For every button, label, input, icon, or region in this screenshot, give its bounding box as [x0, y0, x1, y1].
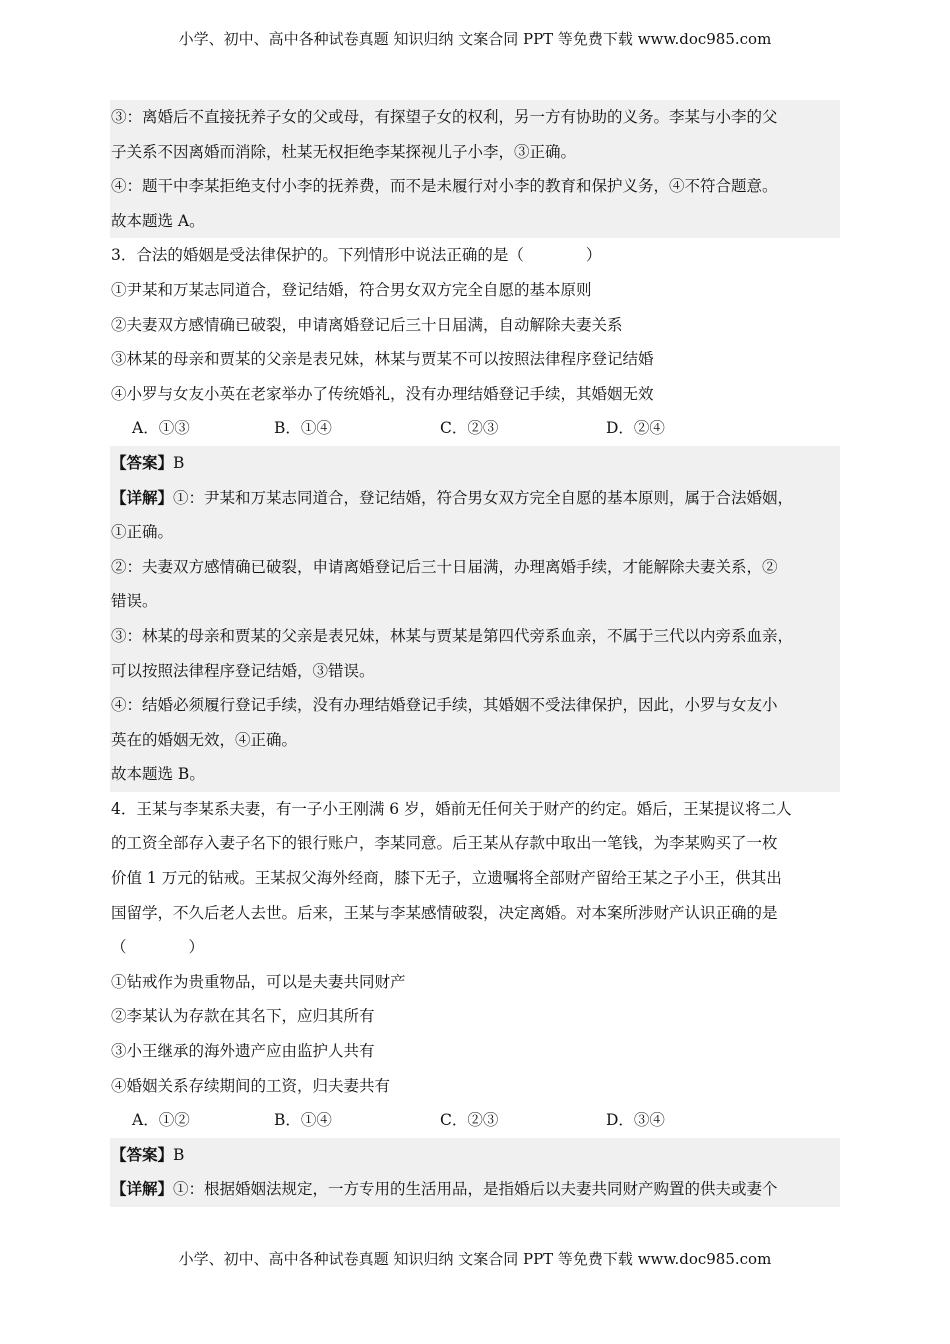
q3-option-d: D．②④: [606, 419, 665, 438]
detail-label: 【详解】: [111, 487, 174, 507]
q3-stem: 3．合法的婚姻是受法律保护的。下列情形中说法正确的是（ ）: [111, 246, 602, 265]
q4-statement-4: ④婚姻关系存续期间的工资，归夫妻共有: [111, 1076, 391, 1095]
q4-stem-line: （ ）: [111, 938, 205, 957]
detail-text: ①：尹某和万某志同道合，登记结婚，符合男女双方完全自愿的基本原则，属于合法婚姻，: [173, 488, 794, 507]
q4-stem-line: 国留学，不久后老人去世。后来，王某与李某感情破裂，决定离婚。对本案所涉财产认识正确的是: [111, 903, 778, 922]
q4-option-c: C．②③: [440, 1111, 499, 1130]
q3-detail-line: 错误。: [110, 584, 840, 619]
q3-statement-3: ③林某的母亲和贾某的父亲是表兄妹，林某与贾某不可以按照法律程序登记结婚: [111, 350, 654, 369]
q4-statement-1: ①钻戒作为贵重物品，可以是夫妻共同财产: [111, 972, 406, 991]
q3-detail-line: 可以按照法律程序登记结婚，③错误。: [110, 654, 840, 689]
q4-answer: [110, 1138, 840, 1173]
detail-text: ①：根据婚姻法规定，一方专用的生活用品，是指婚后以夫妻共同财产购置的供夫或妻个: [173, 1180, 778, 1199]
q3-detail-line: ②：夫妻双方感情确已破裂，申请离婚登记后三十日届满，办理离婚手续，才能解除夫妻关系，②: [110, 550, 840, 585]
q3-detail-line: ①正确。: [110, 515, 840, 550]
prev-detail-line: 故本题选 A。: [110, 204, 840, 239]
q3-statement-1: ①尹某和万某志同道合，登记结婚，符合男女双方完全自愿的基本原则: [111, 280, 592, 299]
q3-detail-line: ④：结婚必须履行登记手续，没有办理结婚登记手续，其婚姻不受法律保护，因此，小罗与女友小: [110, 688, 840, 723]
answer-label: 【答案】: [111, 452, 174, 472]
q3-detail-line: [110, 481, 840, 516]
q4-option-a: A．①②: [132, 1111, 190, 1130]
q3-answer: [110, 446, 840, 481]
q3-option-b: B．①④: [274, 419, 332, 438]
answer-label: 【答案】: [111, 1144, 174, 1164]
q4-stem-line: 的工资全部存入妻子名下的银行账户，李某同意。后王某从存款中取出一笔钱，为李某购买了一枚: [111, 834, 778, 853]
q4-stem-line: 4．王某与李某系夫妻，有一子小王刚满 6 岁，婚前无任何关于财产的约定。婚后，王某提议将二人: [111, 799, 792, 818]
q4-detail-line: [110, 1172, 840, 1207]
q4-statement-2: ②李某认为存款在其名下，应归其所有: [111, 1007, 375, 1026]
q3-options: [110, 411, 840, 446]
q3-statement-4: ④小罗与女友小英在老家举办了传统婚礼，没有办理结婚登记手续，其婚姻无效: [111, 384, 654, 403]
q3-option-a: A．①③: [132, 419, 190, 438]
q3-detail-line: ③：林某的母亲和贾某的父亲是表兄妹，林某与贾某是第四代旁系血亲，不属于三代以内旁系血亲，: [110, 619, 840, 654]
page-header: 小学、初中、高中各种试卷真题 知识归纳 文案合同 PPT 等免费下载 www.doc985.com: [178, 30, 772, 48]
answer-value: B: [173, 1145, 185, 1164]
detail-label: 【详解】: [111, 1179, 174, 1199]
q3-detail-line: 故本题选 B。: [110, 757, 840, 792]
q3-statement-2: ②夫妻双方感情确已破裂，申请离婚登记后三十日届满，自动解除夫妻关系: [111, 315, 623, 334]
page-footer: 小学、初中、高中各种试卷真题 知识归纳 文案合同 PPT 等免费下载 www.doc985.com: [178, 1250, 772, 1268]
q3-option-c: C．②③: [440, 419, 499, 438]
q3-detail-line: 英在的婚姻无效，④正确。: [110, 723, 840, 758]
q4-option-b: B．①④: [274, 1111, 332, 1130]
prev-detail-line: 子关系不因离婚而消除，杜某无权拒绝李某探视儿子小李，③正确。: [110, 135, 840, 170]
document-body: [110, 100, 840, 1207]
q4-statement-3: ③小王继承的海外遗产应由监护人共有: [111, 1042, 375, 1061]
answer-value: B: [173, 453, 185, 472]
q4-option-d: D．③④: [606, 1111, 665, 1130]
q4-stem-line: 价值 1 万元的钻戒。王某叔父海外经商，膝下无子，立遗嘱将全部财产留给王某之子小王，供其出: [111, 869, 782, 888]
prev-detail-line: ④：题干中李某拒绝支付小李的抚养费，而不是未履行对小李的教育和保护义务，④不符合题意。: [110, 169, 840, 204]
q4-options: [110, 1103, 840, 1138]
prev-detail-line: ③：离婚后不直接抚养子女的父或母，有探望子女的权利，另一方有协助的义务。李某与小李的父: [110, 100, 840, 135]
